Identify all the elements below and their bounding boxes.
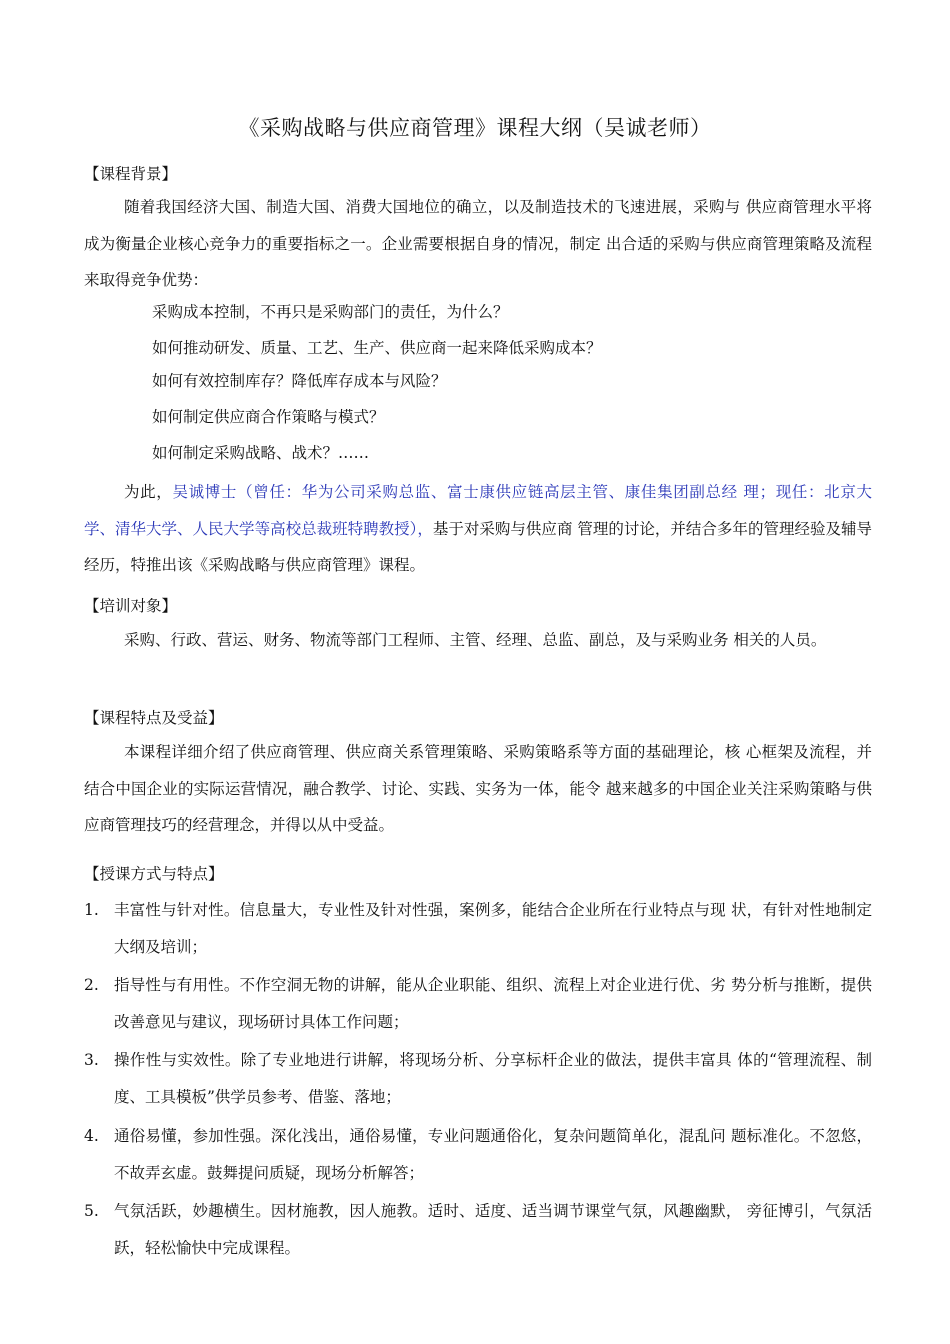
method-list-item [84, 1042, 872, 1116]
benefits-text: 本课程详细介绍了供应商管理、供应商关系管理策略、采购策略系等方面的基础理论，核 心框架及流程，并结合中国企业的实际运营情况，融合教学、讨论、实践、实务为一体，能令 越来越多的中国企业关注采购策略与供应商管理技巧的经营理念，并得以从中受益。 [84, 743, 872, 834]
question-item: 如何有效控制库存？降低库存成本与风险？ [152, 372, 447, 390]
section-heading-audience: 【培训对象】 [84, 597, 178, 615]
list-number: 4. [84, 1127, 99, 1145]
section-heading-method: 【授课方式与特点】 [84, 865, 224, 883]
list-text: 指导性与有用性。不作空洞无物的讲解，能从企业职能、组织、流程上对企业进行优、劣 势分析与推断，提供改善意见与建议，现场研讨具体工作问题； [114, 976, 872, 1031]
method-list-item [84, 892, 872, 966]
method-list-item [84, 1193, 872, 1267]
section-heading-benefits: 【课程特点及受益】 [84, 709, 224, 727]
list-text: 丰富性与针对性。信息量大，专业性及针对性强，案例多，能结合企业所在行业特点与现 状，有针对性地制定大纲及培训； [114, 901, 872, 956]
list-number: 2. [84, 976, 99, 994]
background-conclusion [84, 474, 872, 584]
audience-text: 采购、行政、营运、财务、物流等部门工程师、主管、经理、总监、副总，及与采购业务 相关的人员。 [124, 631, 827, 649]
question-item: 采购成本控制，不再只是采购部门的责任，为什么？ [152, 303, 509, 321]
method-list-item [84, 967, 872, 1041]
instructor-credentials: 吴诚博士（曾任：华为公司采购总监、富士康供应链高层主管、康佳集团副总经 理；现任：北京大学、清华大学、人民大学等高校总裁班特聘教授）， [84, 483, 872, 538]
method-list-item [84, 1118, 872, 1192]
question-item: 如何推动研发、质量、工艺、生产、供应商一起来降低采购成本？ [152, 339, 602, 357]
section-heading-background: 【课程背景】 [84, 165, 178, 183]
background-intro: 随着我国经济大国、制造大国、消费大国地位的确立，以及制造技术的飞速进展，采购与 供应商管理水平将成为衡量企业核心竞争力的重要指标之一。企业需要根据自身的情况，制定 出合适的采购与供应商管理策略及流程来取得竞争优势： [84, 198, 872, 289]
list-text: 操作性与实效性。除了专业地进行讲解，将现场分析、分享标杆企业的做法，提供丰富具 体的“管理流程、制度、工具模板”供学员参考、借鉴、落地； [114, 1051, 872, 1106]
question-item: 如何制定供应商合作策略与模式？ [152, 408, 385, 426]
question-item: 如何制定采购战略、战术？…… [152, 444, 370, 462]
list-text: 气氛活跃，妙趣横生。因材施教，因人施教。适时、适度、适当调节课堂气氛，风趣幽默， 旁征博引，气氛活跃，轻松愉快中完成课程。 [114, 1202, 872, 1257]
document-title: 《采购战略与供应商管理》课程大纲（吴诚老师） [238, 116, 712, 140]
list-text: 通俗易懂，参加性强。深化浅出，通俗易懂，专业问题通俗化，复杂问题简单化，混乱问 题标准化。不忽悠，不故弄玄虚。鼓舞提问质疑，现场分析解答； [114, 1127, 872, 1182]
list-number: 1. [84, 901, 99, 919]
list-number: 3. [84, 1051, 99, 1069]
list-number: 5. [84, 1202, 99, 1220]
conclusion-suffix: 基于对采购与供应商 管理的讨论，并结合多年的管理经验及辅导经历，特推出该《采购战略与供应商管理》课程。 [84, 519, 872, 574]
conclusion-prefix: 为此， [124, 483, 173, 501]
